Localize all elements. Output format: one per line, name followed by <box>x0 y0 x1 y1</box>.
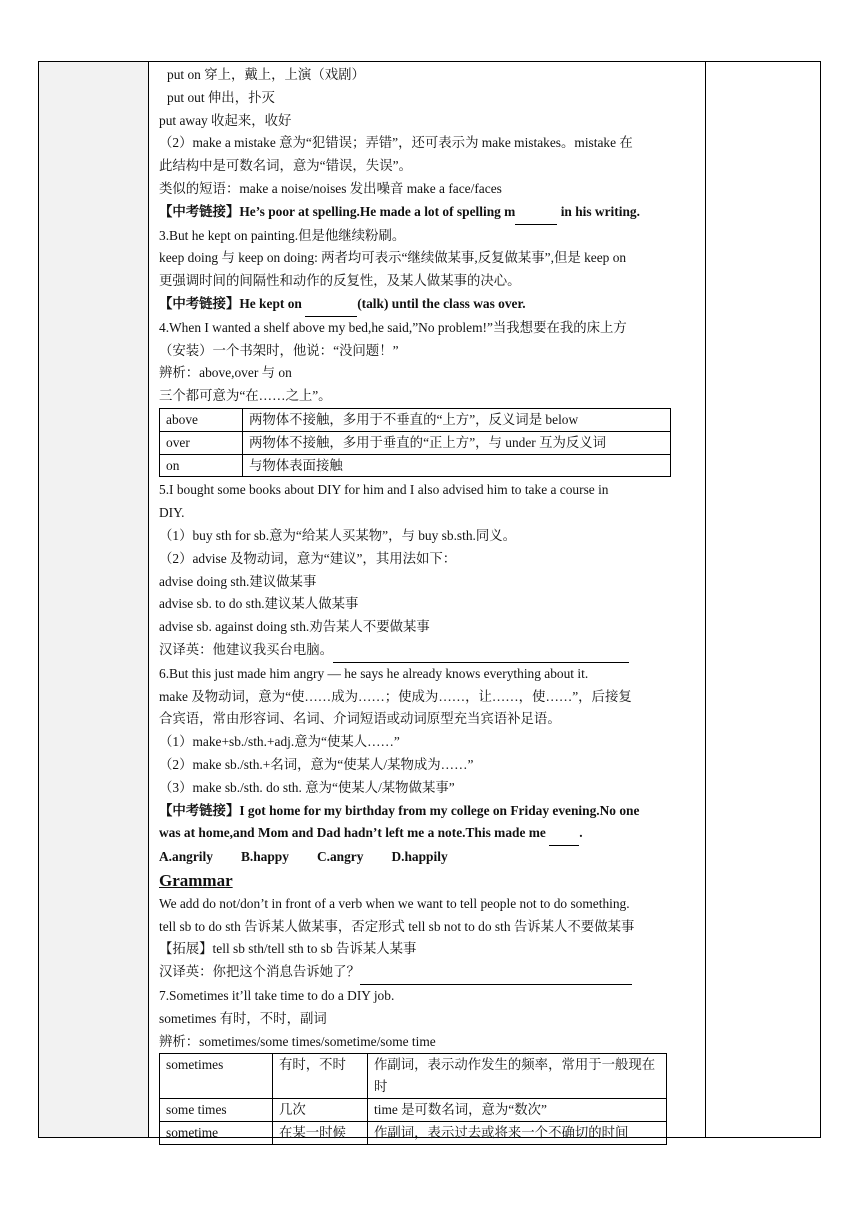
table-cell-meaning: 在某一时候 <box>273 1121 368 1144</box>
answer-blank[interactable] <box>549 822 579 846</box>
table-cell-desc: time 是可数名词，意为“数次” <box>368 1099 667 1122</box>
table-cell-meaning: 有时，不时 <box>273 1054 368 1099</box>
above-over-on-heading: 辨析：above,over 与 on <box>159 365 292 381</box>
exam-link-talk: 【中考链接】He kept on (talk) until the class was over. <box>159 293 703 317</box>
table-cell-desc: 作副词，表示过去或将来一个不确切的时间 <box>368 1121 667 1144</box>
table-cell-word: above <box>160 408 243 431</box>
answer-blank[interactable] <box>515 201 557 225</box>
translate-exercise-2: 汉译英：你把这个消息告诉她了？ <box>159 961 703 985</box>
keep-doing-note-1: keep doing 与 keep on doing: 两者均可表示“继续做某事,反复做某事”,但是 keep on <box>159 250 627 266</box>
table-cell-desc: 与物体表面接触 <box>243 454 671 477</box>
translate-exercise-1: 汉译英：他建议我买台电脑。 <box>159 639 703 663</box>
sentence-7: 7.Sometimes it’ll take time to do a DIY job. <box>159 988 395 1004</box>
make-mistake-note-2: 此结构中是可数名词，意为“错误，失误”。 <box>159 158 412 174</box>
extension-note: 【拓展】tell sb sth/tell sth to sb 告诉某人某事 <box>159 941 417 957</box>
table-row <box>160 1121 667 1144</box>
main-content <box>159 64 703 1145</box>
advise-usage-2: advise sb. to do sth.建议某人做某事 <box>159 596 359 612</box>
sometimes-table <box>159 1053 667 1144</box>
exam-link-birthday-2: was at home,and Mom and Dad hadn’t left me a note.This made me . <box>159 822 703 846</box>
layout-table <box>38 61 821 1138</box>
sentence-4-line-2: （安装）一个书架时，他说：“没问题！” <box>159 342 399 358</box>
table-row <box>160 454 671 477</box>
grammar-heading: Grammar <box>159 870 233 890</box>
table-cell-desc: 两物体不接触，多用于不垂直的“上方”，反义词是 below <box>243 408 671 431</box>
make-usage-2: （2）make sb./sth.+名词，意为“使某人/某物成为……” <box>159 756 474 772</box>
make-note-2: 合宾语，常由形容词、名词、介词短语或动词原型充当宾语补足语。 <box>159 711 561 727</box>
sentence-4-line-1: 4.When I wanted a shelf above my bed,he said,”No problem!”当我想要在我的床上方 <box>159 319 627 335</box>
answer-blank[interactable] <box>305 293 357 317</box>
tell-sb-note: tell sb to do sth 告诉某人做某事，否定形式 tell sb not to do sth 告诉某人不要做某事 <box>159 918 635 934</box>
advise-usage-3: advise sb. against doing sth.劝告某人不要做某事 <box>159 619 430 635</box>
table-cell-meaning: 几次 <box>273 1099 368 1122</box>
grammar-rule: We add do not/don’t in front of a verb when we want to tell people not to do something. <box>159 895 630 911</box>
above-over-on-table <box>159 408 671 477</box>
table-cell-word: some times <box>160 1099 273 1122</box>
table-cell-word: sometime <box>160 1121 273 1144</box>
table-cell-word: over <box>160 431 243 454</box>
answer-blank[interactable] <box>333 639 629 663</box>
exam-link-spelling: 【中考链接】He’s poor at spelling.He made a lot of spelling m in his writing. <box>159 201 703 225</box>
table-cell-word: on <box>160 454 243 477</box>
right-column <box>705 62 820 1137</box>
advise-note: （2）advise 及物动词，意为“建议”，其用法如下： <box>159 550 457 566</box>
sentence-5-line-2: DIY. <box>159 505 185 521</box>
keep-doing-note-2: 更强调时间的间隔性和动作的反复性，及某人做某事的决心。 <box>159 273 521 289</box>
choice-d[interactable]: D.happily <box>391 849 448 865</box>
answer-blank[interactable] <box>360 961 632 985</box>
choice-b[interactable]: B.happy <box>240 849 289 865</box>
make-usage-1: （1）make+sb./sth.+adj.意为“使某人……” <box>159 734 400 750</box>
sentence-5-line-1: 5.I bought some books about DIY for him and I also advised him to take a course in <box>159 482 609 498</box>
table-cell-word: sometimes <box>160 1054 273 1099</box>
make-mistake-note-1: （2）make a mistake 意为“犯错误；弄错”，还可表示为 make mistakes。mistake 在 <box>159 135 633 151</box>
choice-a[interactable]: A.angrily <box>159 849 213 865</box>
phrase-put-out: put out 伸出，扑灭 <box>167 89 275 105</box>
choice-c[interactable]: C.angry <box>316 849 364 865</box>
similar-phrases: 类似的短语：make a noise/noises 发出噪音 make a face/faces <box>159 180 502 196</box>
answer-choices <box>159 846 703 869</box>
exam-link-birthday-1: 【中考链接】I got home for my birthday from my college on Friday evening.No one <box>159 802 640 818</box>
sometimes-heading: 辨析：sometimes/some times/sometime/some time <box>159 1033 436 1049</box>
sentence-6: 6.But this just made him angry — he says he already knows everything about it. <box>159 665 589 681</box>
table-row <box>160 1054 667 1099</box>
above-over-on-note: 三个都可意为“在……之上”。 <box>159 388 332 404</box>
make-usage-3: （3）make sb./sth. do sth. 意为“使某人/某物做某事” <box>159 779 455 795</box>
table-cell-desc: 两物体不接触，多用于垂直的“正上方”，与 under 互为反义词 <box>243 431 671 454</box>
phrase-put-on: put on 穿上，戴上，上演（戏剧） <box>167 67 365 82</box>
sentence-3: 3.But he kept on painting.但是他继续粉刷。 <box>159 227 406 243</box>
sometimes-note: sometimes 有时，不时，副词 <box>159 1010 327 1026</box>
table-row <box>160 1099 667 1122</box>
make-note-1: make 及物动词，意为“使……成为……；使成为……，让……，使……”，后接复 <box>159 688 632 704</box>
buy-note: （1）buy sth for sb.意为“给某人买某物”，与 buy sb.sth.同义。 <box>159 527 517 543</box>
table-row <box>160 431 671 454</box>
left-column <box>39 62 149 1137</box>
table-cell-desc: 作副词，表示动作发生的频率，常用于一般现在时 <box>368 1054 667 1099</box>
advise-usage-1: advise doing sth.建议做某事 <box>159 573 317 589</box>
table-row <box>160 408 671 431</box>
phrase-put-away: put away 收起来，收好 <box>159 112 292 128</box>
